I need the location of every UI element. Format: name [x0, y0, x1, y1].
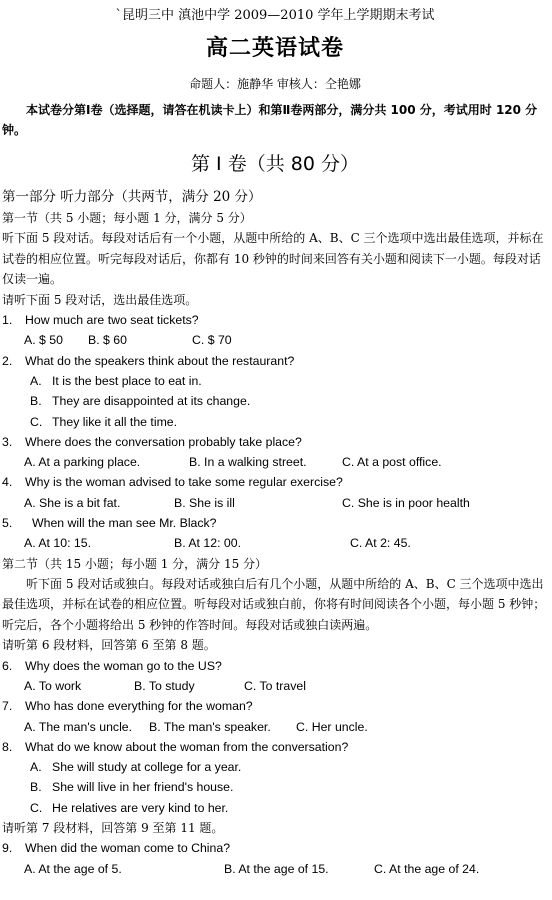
question-9 — [2, 838, 548, 858]
option-a[interactable]: A. At the age of 5. — [24, 861, 122, 876]
part1-heading: 第一部分 听力部分（共两节，满分 20 分） — [2, 189, 262, 205]
question-text: When did the woman come to China? — [25, 841, 231, 856]
question-3 — [2, 432, 548, 452]
question-2 — [2, 351, 548, 371]
question-number: 6. — [2, 658, 13, 673]
option-c[interactable]: C. $ 70 — [192, 333, 232, 348]
material-6-prompt: 请听第 6 段材料，回答第 6 至第 8 题。 — [2, 638, 216, 653]
option-a[interactable]: A. At a parking place. — [24, 455, 141, 470]
question-text: Who has done everything for the woman? — [25, 699, 253, 714]
option-b[interactable] — [2, 391, 548, 411]
option-c[interactable]: C. Her uncle. — [296, 719, 368, 734]
volume-title: 第 I 卷（共 80 分） — [191, 153, 359, 175]
exam-notice: 本试卷分第Ⅰ卷（选择题，请答在机读卡上）和第Ⅱ卷两部分，满分共 100 分，考试用时 120 分钟。 — [2, 103, 538, 137]
section1-instructions: 听下面 5 段对话。每段对话后有一个小题，从题中所给的 A、B、C 三个选项中选出最佳选项，并标在试卷的相应位置。听完每段对话后，你都有 10 秒钟的时间来回答有关小题和阅读下一小题。每段对话仅读一遍。 — [2, 231, 544, 287]
option-a[interactable] — [2, 371, 548, 391]
authors-line: 命题人：施静华 审核人：仝艳娜 — [189, 77, 361, 91]
option-b[interactable]: B. In a walking street. — [189, 455, 307, 470]
options-row — [2, 452, 548, 472]
option-a[interactable]: A. She is a bit fat. — [24, 495, 121, 510]
options-row — [2, 717, 548, 737]
section2-heading: 第二节（共 15 小题；每小题 1 分，满分 15 分） — [2, 556, 268, 571]
question-number: 1. — [2, 313, 13, 328]
option-b[interactable]: B. The man's speaker. — [149, 719, 271, 734]
option-letter: C. — [30, 800, 43, 815]
option-letter: B. — [30, 394, 42, 409]
question-text: What do the speakers think about the restaurant? — [25, 353, 295, 368]
option-c[interactable]: C. At a post office. — [342, 455, 442, 470]
options-row — [2, 330, 548, 350]
material-7-prompt: 请听第 7 段材料，回答第 9 至第 11 题。 — [2, 821, 224, 835]
option-c[interactable]: C. To travel — [244, 678, 306, 693]
question-6 — [2, 656, 548, 676]
question-number: 5. — [2, 516, 13, 530]
option-b[interactable]: B. To study — [134, 678, 195, 693]
question-text: Where does the conversation probably take place? — [25, 434, 302, 449]
question-text: What do we know about the woman from the conversation? — [25, 739, 349, 754]
option-letter: C. — [30, 414, 43, 429]
option-b[interactable]: B. At 12: 00. — [174, 536, 241, 551]
option-c[interactable] — [2, 412, 548, 432]
question-text: When will the man see Mr. Black? — [32, 516, 217, 530]
section1-prompt: 请听下面 5 段对话，选出最佳选项。 — [2, 292, 198, 307]
question-number: 7. — [2, 699, 13, 714]
section2-instructions: 听下面 5 段对话或独白。每段对话或独白后有几个小题，从题中所给的 A、B、C 三个选项中选出最佳选项，并标在试卷的相应位置。听每段对话或独白前，你将有时间阅读各个小题，每小题 5 秒钟；听完后，各个小题将给出 5 秒钟的作答时间。每段对话或独白读两遍。 — [2, 577, 546, 632]
option-text: She will study at college for a year. — [52, 760, 242, 775]
school-header: `昆明三中 滇池中学 2009—2010 学年上学期期末考试 — [115, 8, 435, 23]
question-1 — [2, 310, 548, 330]
option-a[interactable]: A. To work — [24, 678, 82, 693]
option-b[interactable]: B. She is ill — [174, 495, 235, 510]
question-4 — [2, 472, 548, 492]
option-a[interactable] — [2, 757, 548, 777]
option-c[interactable]: C. She is in poor health — [342, 495, 470, 510]
option-c[interactable] — [2, 798, 548, 818]
question-number: 9. — [2, 841, 13, 856]
options-row — [2, 676, 548, 696]
question-number: 2. — [2, 353, 13, 368]
question-number: 4. — [2, 475, 13, 490]
question-text: Why does the woman go to the US? — [25, 658, 222, 673]
question-text: How much are two seat tickets? — [25, 313, 199, 328]
page-title: 高二英语试卷 — [205, 35, 344, 61]
option-b[interactable]: B. At the age of 15. — [224, 861, 329, 876]
options-row — [2, 493, 548, 513]
question-5 — [2, 513, 548, 533]
question-number: 8. — [2, 739, 13, 754]
option-a[interactable]: A. The man's uncle. — [24, 719, 133, 734]
option-b[interactable] — [2, 777, 548, 797]
options-row — [2, 533, 548, 553]
options-row — [2, 859, 548, 879]
question-number: 3. — [2, 434, 13, 449]
option-text: It is the best place to eat in. — [52, 373, 202, 388]
question-7 — [2, 696, 548, 716]
option-c[interactable]: C. At 2: 45. — [350, 536, 411, 551]
option-b[interactable]: B. $ 60 — [88, 333, 127, 348]
option-a[interactable]: A. At 10: 15. — [24, 536, 91, 551]
option-text: They are disappointed at its change. — [52, 394, 251, 409]
option-text: They like it all the time. — [52, 414, 178, 429]
question-8 — [2, 737, 548, 757]
option-text: He relatives are very kind to her. — [52, 800, 229, 815]
question-text: Why is the woman advised to take some regular exercise? — [25, 475, 343, 490]
option-a[interactable]: A. $ 50 — [24, 333, 63, 348]
option-c[interactable]: C. At the age of 24. — [374, 861, 480, 876]
option-letter: A. — [30, 373, 42, 388]
option-letter: A. — [30, 760, 42, 775]
option-letter: B. — [30, 780, 42, 795]
section1-heading: 第一节（共 5 小题；每小题 1 分，满分 5 分） — [2, 211, 252, 225]
option-text: She will live in her friend's house. — [52, 780, 234, 795]
